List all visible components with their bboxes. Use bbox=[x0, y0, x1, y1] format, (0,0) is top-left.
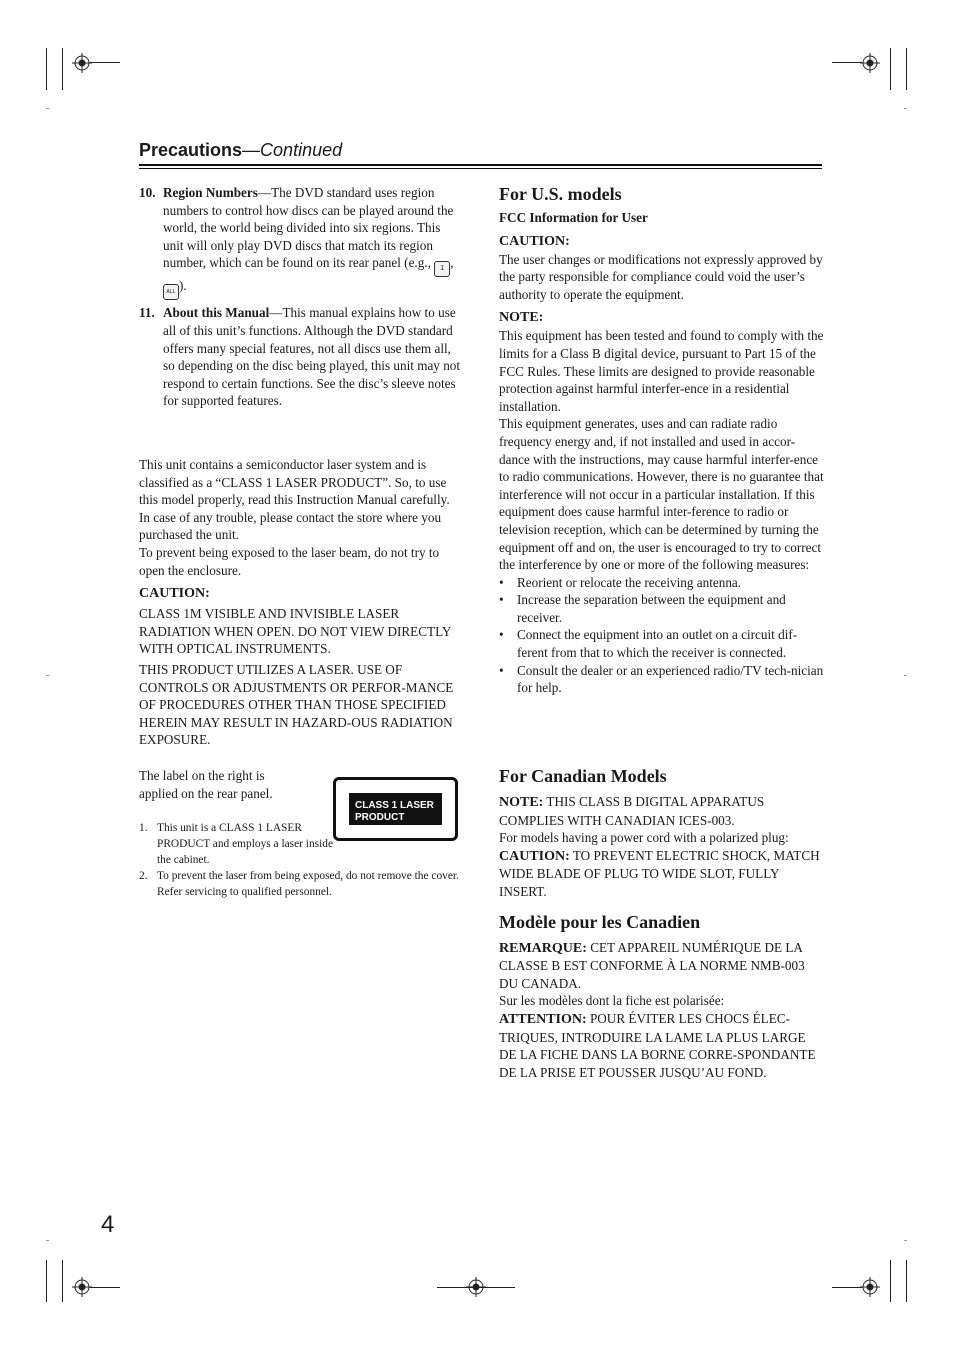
us-models-heading: For U.S. models bbox=[499, 184, 622, 204]
crop-mark bbox=[890, 1260, 891, 1302]
registration-mark-bottom-left bbox=[72, 1277, 92, 1297]
item-eg: (e.g., bbox=[404, 255, 435, 271]
item-title: Region Numbers bbox=[163, 185, 258, 200]
note-item bbox=[139, 868, 464, 900]
crop-mark bbox=[832, 62, 862, 63]
laser-caution-heading: CAUTION: bbox=[139, 586, 210, 602]
right-column bbox=[499, 183, 824, 697]
crop-mark bbox=[46, 48, 47, 90]
registration-mark-top-right bbox=[860, 53, 880, 73]
canadian-note-label: NOTE: bbox=[499, 795, 544, 810]
canadian-note-text: THIS CLASS B DIGITAL APPARATUS COMPLIES WITH CANADIAN ICES-003. bbox=[499, 794, 765, 828]
registration-mark-top-left bbox=[72, 53, 92, 73]
crop-mark bbox=[906, 48, 907, 90]
left-column bbox=[139, 184, 462, 410]
crop-mark bbox=[90, 62, 120, 63]
canadian-caution bbox=[499, 847, 824, 901]
french-heading: Modèle pour les Canadien bbox=[499, 911, 701, 932]
crop-mark bbox=[890, 48, 891, 90]
note-item bbox=[139, 820, 337, 868]
list-item-about-manual bbox=[139, 304, 462, 410]
registration-mark-bottom-right bbox=[860, 1277, 880, 1297]
laser-label-line-1: CLASS 1 LASER bbox=[355, 800, 434, 811]
tick-mark bbox=[46, 108, 49, 109]
label-description: The label on the right is applied on the rear panel. bbox=[139, 768, 273, 801]
laser-paragraph-2: To prevent being exposed to the laser beam, do not try to open the enclosure. bbox=[139, 544, 440, 578]
page-number: 4 bbox=[101, 1211, 115, 1238]
laser-paragraph-1: This unit contains a semiconductor laser system and is classified as a “CLASS 1 LASER PRODUCT”. So, to use this model properly, read this Instruction Manual carefully. In case of any trouble, please contact the store where you purchased the unit. bbox=[139, 457, 450, 543]
fcc-note-paragraph-2: This equipment generates, uses and can radiate radio frequency energy and, if not installed and used in accor-dance with the instructions, may cause harmful interfer-ence to radio communications. However, there is no guarantee that interference will not occur in a particular installation. If this equipment does cause harmful inter-ference to radio or television reception, which can be determined by turning the equipment off and on, the user is encouraged to try to correct the interference by one or more of the following measures: bbox=[499, 416, 824, 573]
fcc-bullet: • Reorient or relocate the receiving antenna. bbox=[499, 574, 824, 592]
french-attention-text: POUR ÉVITER LES CHOCS ÉLEC-TRIQUES, INTRODUIRE LA LAME LA PLUS LARGE DE LA FICHE DANS LA BORNE CORRE-SPONDANTE DE LA PRISE ET POUSSER JUSQU’AU FOND. bbox=[499, 1010, 816, 1080]
french-plug: Sur les modèles dont la fiche est polarisée: bbox=[499, 993, 725, 1009]
item-number: 11. bbox=[139, 305, 155, 321]
french-attention bbox=[499, 1010, 824, 1081]
tick-mark bbox=[46, 675, 49, 676]
fcc-bullet: • Consult the dealer or an experienced radio/TV tech-nician for help. bbox=[499, 662, 824, 697]
item-title: About this Manual bbox=[163, 305, 270, 321]
fcc-heading: FCC Information for User bbox=[499, 210, 648, 225]
item-eg-tail: ). bbox=[179, 278, 187, 294]
canadian-caution-text: TO PREVENT ELECTRIC SHOCK, MATCH WIDE BLADE OF PLUG TO WIDE SLOT, FULLY INSERT. bbox=[499, 847, 820, 899]
crop-mark bbox=[832, 1287, 862, 1288]
canadian-caution-label: CAUTION: bbox=[499, 848, 570, 864]
tick-mark bbox=[904, 108, 907, 109]
crop-mark bbox=[437, 1287, 515, 1288]
tick-mark bbox=[46, 1240, 49, 1241]
region-1-icon: 1 bbox=[434, 261, 450, 277]
french-remarque bbox=[499, 939, 824, 993]
note-number: 1. bbox=[139, 822, 148, 834]
laser-notes bbox=[139, 820, 464, 900]
fcc-caution-text: The user changes or modifications not expressly approved by the party responsible for compliance could void the user’s authority to operate the equipment. bbox=[499, 251, 823, 302]
label-text bbox=[139, 767, 299, 802]
crop-mark bbox=[62, 48, 63, 90]
canadian-note bbox=[499, 793, 824, 829]
header-continued: —Continued bbox=[242, 140, 343, 160]
header-rule-thin bbox=[139, 168, 822, 169]
tick-mark bbox=[904, 675, 907, 676]
region-all-icon: ALL bbox=[163, 284, 179, 300]
page-header bbox=[139, 140, 342, 161]
fcc-note-paragraph-1: This equipment has been tested and found to comply with the limits for a Class B digital device, pursuant to Part 15 of the FCC Rules. These limits are designed to provide reasonable protection against harmful interfer-ence in a residential installation. bbox=[499, 328, 824, 414]
fcc-bullet: • Increase the separation between the equipment and receiver. bbox=[499, 591, 824, 626]
french-remarque-label: REMARQUE: bbox=[499, 940, 587, 956]
canadian-models-heading: For Canadian Models bbox=[499, 766, 667, 786]
french-attention-label: ATTENTION: bbox=[499, 1011, 587, 1027]
french-remarque-text: CET APPAREIL NUMÉRIQUE DE LA CLASSE B EST CONFORME À LA NORME NMB-003 DU CANADA. bbox=[499, 939, 805, 991]
fcc-note-heading: NOTE: bbox=[499, 310, 544, 326]
item-number: 10. bbox=[139, 185, 156, 200]
laser-label-line-2: PRODUCT bbox=[355, 812, 405, 823]
note-number: 2. bbox=[139, 870, 148, 882]
fcc-bullet: • Connect the equipment into an outlet on a circuit dif-ferent from that to which the receiver is connected. bbox=[499, 626, 824, 661]
note-text: To prevent the laser from being exposed, do not remove the cover. Refer servicing to qualified personnel. bbox=[157, 870, 459, 898]
fcc-caution-heading: CAUTION: bbox=[499, 233, 570, 249]
crop-mark bbox=[90, 1287, 120, 1288]
item-text: —This manual explains how to use all of this unit’s functions. Although the DVD standard offers many special features, not all discs use them all, so depending on the disc being played, this unit may not respond to certain functions. See the disc’s sleeve notes for supported features. bbox=[163, 305, 461, 409]
header-title: Precautions bbox=[139, 140, 243, 160]
crop-mark bbox=[906, 1260, 907, 1302]
crop-mark bbox=[46, 1260, 47, 1302]
header-rule bbox=[139, 164, 822, 166]
canadian-section bbox=[499, 765, 824, 1081]
canadian-plug: For models having a power cord with a polarized plug: bbox=[499, 830, 789, 846]
note-text: This unit is a CLASS 1 LASER PRODUCT and employs a laser inside the cabinet. bbox=[157, 822, 334, 866]
laser-caution-paragraph-1: CLASS 1M VISIBLE AND INVISIBLE LASER RADIATION WHEN OPEN. DO NOT VIEW DIRECTLY WITH OPTICAL INSTRUMENTS. bbox=[139, 606, 451, 657]
item-text: —The DVD standard uses region numbers to control how discs can be played around the world, the world being divided into six regions. This unit will only play DVD discs that match its region number, which can be found on its rear panel bbox=[163, 185, 454, 271]
tick-mark bbox=[904, 1240, 907, 1241]
crop-mark bbox=[62, 1260, 63, 1302]
list-item-region-numbers: 10. Region Numbers—The DVD standard uses region numbers to control how discs can be played around the world, the world being divided into six regions. This unit will only play DVD discs that match its region number, which can be found on its rear panel (e.g., 1 , ALL ). bbox=[139, 184, 462, 300]
laser-caution-paragraph-2: THIS PRODUCT UTILIZES A LASER. USE OF CONTROLS OR ADJUSTMENTS OR PERFOR-MANCE OF PROCEDURES OTHER THAN THOSE SPECIFIED HEREIN MAY RESULT IN HAZARD-OUS RADIATION EXPOSURE. bbox=[139, 661, 454, 748]
laser-section bbox=[139, 456, 462, 749]
